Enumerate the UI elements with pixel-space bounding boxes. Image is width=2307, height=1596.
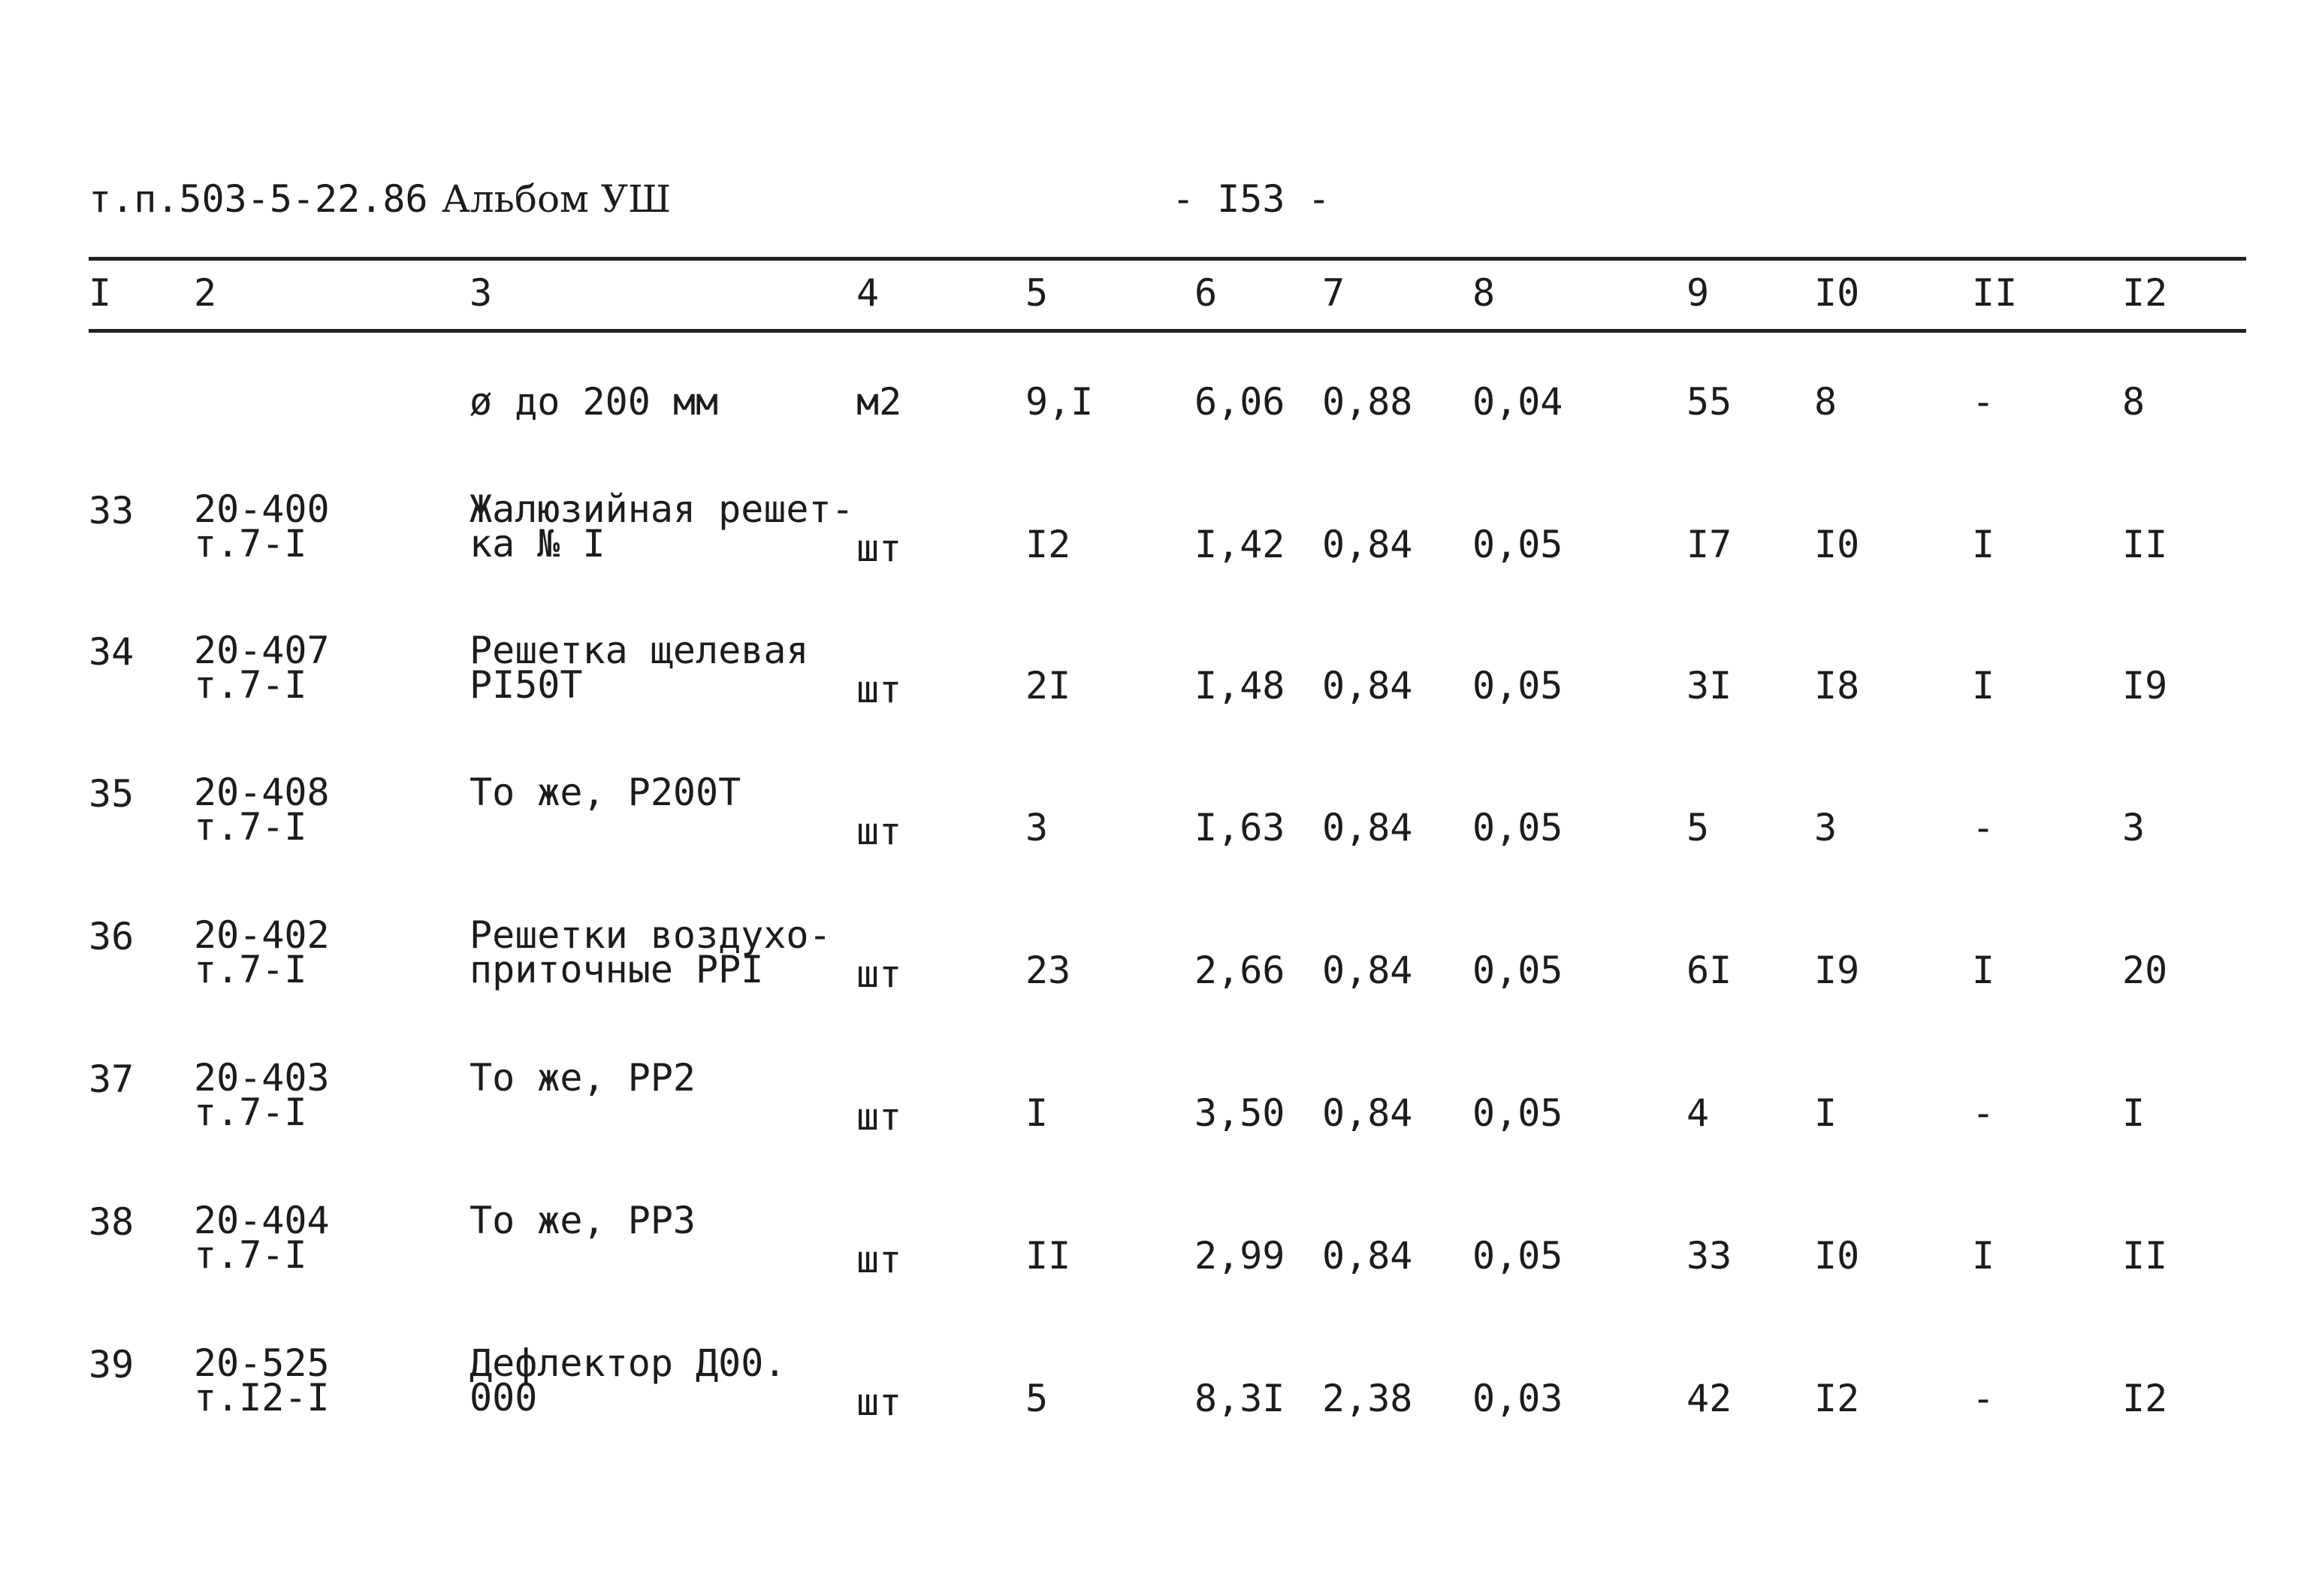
column-header: 8 (1472, 271, 1496, 315)
cell-col7: 0,88 (1322, 380, 1413, 424)
unit: шт (856, 952, 902, 996)
cell-col11: - (1972, 1091, 1995, 1135)
item-name-line-1: То же, PP3 (470, 1199, 696, 1242)
row-number: 37 (89, 1057, 134, 1101)
cell-col12: II (2122, 1234, 2168, 1278)
item-name-line-1: Жалюзийная решет- (470, 487, 854, 531)
cell-col9: 4 (1686, 1091, 1710, 1135)
cell-col7: 0,84 (1322, 1234, 1413, 1278)
cell-col9: 6I (1686, 949, 1732, 992)
unit: шт (856, 1095, 902, 1139)
unit: шт (856, 1380, 902, 1424)
cell-col11: I (1972, 1234, 1995, 1278)
code-line-2: т.7-I (194, 663, 307, 707)
code-line-1: 20-408 (194, 771, 330, 814)
row-number: 36 (89, 915, 134, 958)
cell-col10: I0 (1814, 1234, 1860, 1278)
cell-col5: 3 (1025, 806, 1049, 849)
cell-col12: I9 (2122, 664, 2168, 707)
cell-col5: I (1025, 1091, 1049, 1135)
code-line-1: 20-400 (194, 487, 330, 531)
code-line-2: т.7-I (194, 522, 307, 566)
cell-col10: I (1814, 1091, 1837, 1135)
cell-col11: I (1972, 523, 1995, 566)
cell-col8: 0,05 (1472, 664, 1563, 707)
column-header: 4 (856, 271, 880, 315)
cell-col9: 33 (1686, 1234, 1732, 1278)
cell-col10: I0 (1814, 523, 1860, 566)
cell-col8: 0,05 (1472, 523, 1563, 566)
column-header: 6 (1194, 271, 1218, 315)
cell-col11: - (1972, 806, 1995, 849)
unit: шт (856, 810, 902, 853)
cell-col8: 0,05 (1472, 1234, 1563, 1278)
cell-col10: 3 (1814, 806, 1837, 849)
column-header: 9 (1686, 271, 1710, 315)
cell-col5: II (1025, 1234, 1071, 1278)
cell-col12: 8 (2122, 380, 2145, 424)
cell-col12: I (2122, 1091, 2145, 1135)
album-title: Альбом УШ (442, 177, 672, 221)
item-name-line-1: Решетки воздухо- (470, 913, 832, 957)
column-header: II (1972, 271, 2018, 315)
cell-col11: - (1972, 1377, 1995, 1420)
cell-col10: I8 (1814, 664, 1860, 707)
cell-col6: 6,06 (1194, 380, 1285, 424)
cell-col10: I2 (1814, 1377, 1860, 1420)
code-line-2: т.7-I (194, 948, 307, 991)
cell-col7: 0,84 (1322, 664, 1413, 707)
row-number: 33 (89, 489, 134, 533)
cell-col8: 0,05 (1472, 1091, 1563, 1135)
item-name-line-1: Решетка щелевая (470, 629, 809, 672)
column-header: 5 (1025, 271, 1049, 315)
cell-col7: 0,84 (1322, 806, 1413, 849)
code-line-1: 20-402 (194, 913, 330, 957)
item-name-line-1: То же, PP2 (470, 1056, 696, 1100)
cell-col9: 42 (1686, 1377, 1732, 1420)
row-number: 39 (89, 1343, 134, 1386)
cell-col10: I9 (1814, 949, 1860, 992)
cell-col8: 0,05 (1472, 806, 1563, 849)
row-number: 34 (89, 630, 134, 674)
cell-col9: 5 (1686, 806, 1710, 849)
item-name-line-2: 000 (470, 1376, 538, 1420)
unit: м2 (856, 380, 902, 424)
item-name-line-2: PI50T (470, 663, 583, 707)
cell-col10: 8 (1814, 380, 1837, 424)
cell-col6: I,63 (1194, 806, 1285, 849)
column-header: I0 (1814, 271, 1860, 315)
unit: шт (856, 668, 902, 711)
cell-col9: I7 (1686, 523, 1732, 566)
item-name-line-1: То же, P200T (470, 771, 741, 814)
cell-col7: 0,84 (1322, 523, 1413, 566)
cell-col5: 23 (1025, 949, 1071, 992)
cell-col5: 5 (1025, 1377, 1049, 1420)
cell-col5: 9,I (1025, 380, 1094, 424)
item-name-line-2: приточные PPI (470, 948, 764, 991)
cell-col12: 3 (2122, 806, 2145, 849)
unit: шт (856, 1238, 902, 1281)
cell-col6: 2,99 (1194, 1234, 1285, 1278)
cell-col6: 8,3I (1194, 1377, 1285, 1420)
cell-col8: 0,05 (1472, 949, 1563, 992)
unit: шт (856, 526, 902, 570)
code-line-1: 20-404 (194, 1199, 330, 1242)
cell-col8: 0,03 (1472, 1377, 1563, 1420)
cell-col12: II (2122, 523, 2168, 566)
row-number: 35 (89, 772, 134, 816)
code-line-2: т.7-I (194, 1091, 307, 1134)
code-line-1: 20-525 (194, 1341, 330, 1385)
cell-col12: 20 (2122, 949, 2168, 992)
code-line-1: 20-407 (194, 629, 330, 672)
column-header: 7 (1322, 271, 1345, 315)
item-name-line-2: ка № I (470, 522, 605, 566)
column-header: 3 (470, 271, 493, 315)
cell-col5: I2 (1025, 523, 1071, 566)
column-header: 2 (194, 271, 217, 315)
cell-col6: I,48 (1194, 664, 1285, 707)
cell-col9: 55 (1686, 380, 1732, 424)
cell-col6: 3,50 (1194, 1091, 1285, 1135)
code-line-2: т.I2-I (194, 1376, 330, 1420)
cell-col7: 2,38 (1322, 1377, 1413, 1420)
column-header: I2 (2122, 271, 2168, 315)
cell-col6: 2,66 (1194, 949, 1285, 992)
cell-col11: - (1972, 380, 1995, 424)
cell-col9: 3I (1686, 664, 1732, 707)
code-line-2: т.7-I (194, 1233, 307, 1277)
cell-col8: 0,04 (1472, 380, 1563, 424)
cell-col11: I (1972, 664, 1995, 707)
cell-col12: I2 (2122, 1377, 2168, 1420)
cell-col7: 0,84 (1322, 949, 1413, 992)
row-number: 38 (89, 1200, 134, 1244)
cell-col6: I,42 (1194, 523, 1285, 566)
cell-col11: I (1972, 949, 1995, 992)
document-reference: т.п.503-5-22.86 (89, 177, 428, 221)
item-name-line-1: Дефлектор Д00. (470, 1341, 787, 1385)
code-line-1: 20-403 (194, 1056, 330, 1100)
table-header-rule (89, 329, 2246, 333)
page-number: - I53 - (1172, 177, 1330, 221)
item-name: ø до 200 мм (470, 380, 719, 424)
table-top-rule (89, 257, 2246, 261)
code-line-2: т.7-I (194, 805, 307, 849)
column-header: I (89, 271, 112, 315)
cell-col5: 2I (1025, 664, 1071, 707)
cell-col7: 0,84 (1322, 1091, 1413, 1135)
